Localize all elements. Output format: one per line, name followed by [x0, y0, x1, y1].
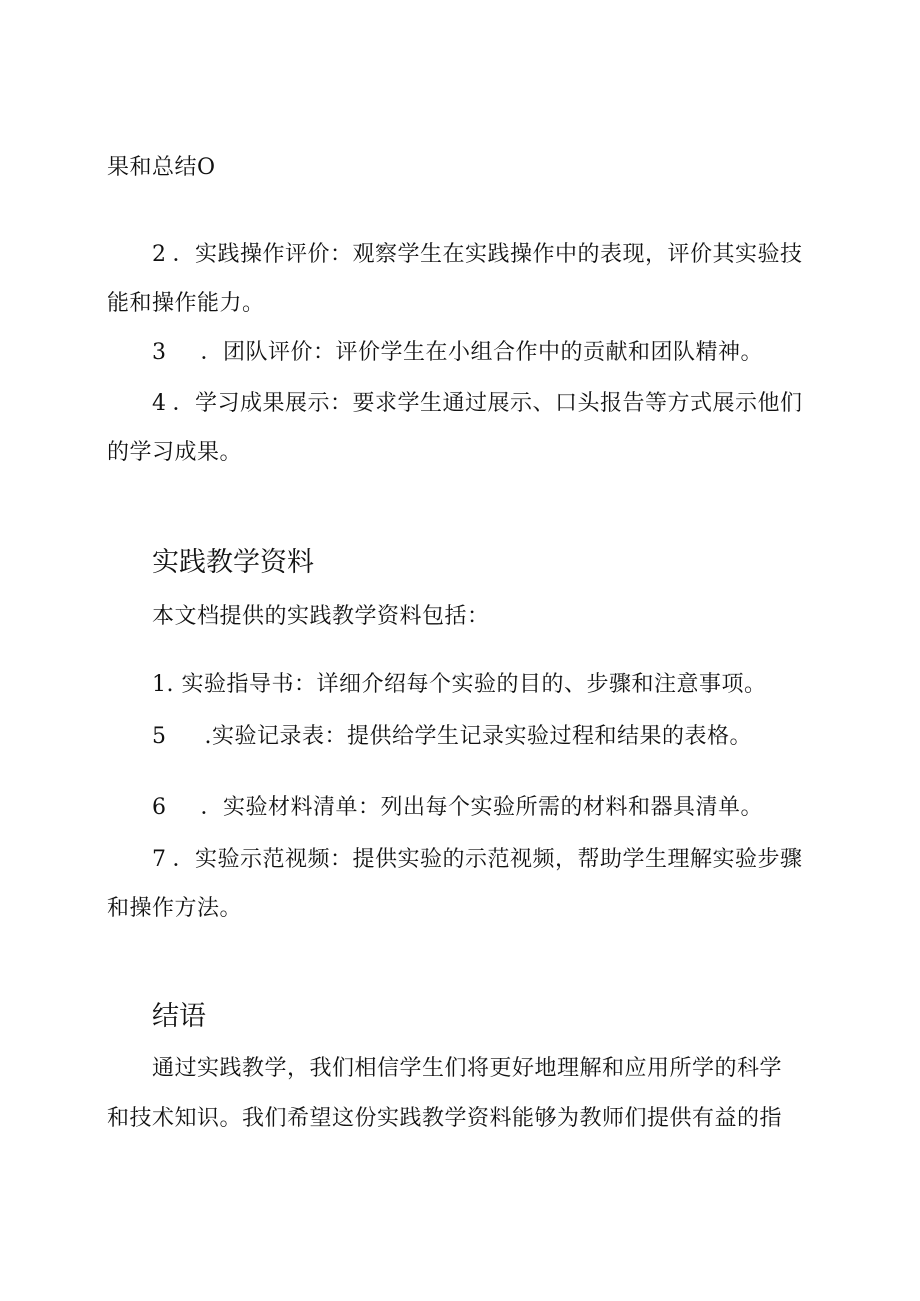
item-number: 7 [152, 847, 167, 872]
evaluation-item-2 [152, 240, 803, 270]
item-text: ．团队评价：评价学生在小组合作中的贡献和团队精神。 [200, 340, 764, 365]
evaluation-item-4-continuation: 的学习成果。 [107, 440, 243, 465]
material-item-6 [152, 793, 763, 823]
section-heading-conclusion: 结语 [152, 1001, 206, 1032]
material-item-7 [152, 845, 803, 875]
item-number: 5 [152, 724, 167, 749]
material-item-5 [152, 722, 752, 752]
paragraph-line: 果和总结O [107, 155, 216, 180]
item-text: ．学习成果展示：要求学生通过展示、口头报告等方式展示他们 [172, 391, 803, 416]
evaluation-item-3 [152, 338, 763, 368]
evaluation-item-4 [152, 389, 803, 419]
evaluation-item-2-continuation: 能和操作能力。 [107, 291, 265, 316]
conclusion-line-2: 和技术知识。我们希望这份实践教学资料能够为教师们提供有益的指 [107, 1106, 783, 1131]
materials-intro: 本文档提供的实践教学资料包括： [152, 604, 490, 629]
conclusion-line-1: 通过实践教学，我们相信学生们将更好地理解和应用所学的科学 [152, 1056, 783, 1081]
item-number: 2 [152, 242, 167, 267]
section-heading-materials: 实践教学资料 [152, 547, 314, 578]
item-number: 6 [152, 795, 167, 820]
item-text: ．实践操作评价：观察学生在实践操作中的表现，评价其实验技 [172, 242, 803, 267]
item-number: 4 [152, 391, 167, 416]
material-item-7-continuation: 和操作方法。 [107, 896, 243, 921]
item-text: .实验记录表：提供给学生记录实验过程和结果的表格。 [204, 724, 752, 749]
item-number: 3 [152, 340, 167, 365]
item-text: ．实验材料清单：列出每个实验所需的材料和器具清单。 [200, 795, 764, 820]
item-text: ．实验示范视频：提供实验的示范视频，帮助学生理解实验步骤 [172, 847, 803, 872]
material-item-1: 1. 实验指导书：详细介绍每个实验的目的、步骤和注意事项。 [152, 672, 767, 697]
